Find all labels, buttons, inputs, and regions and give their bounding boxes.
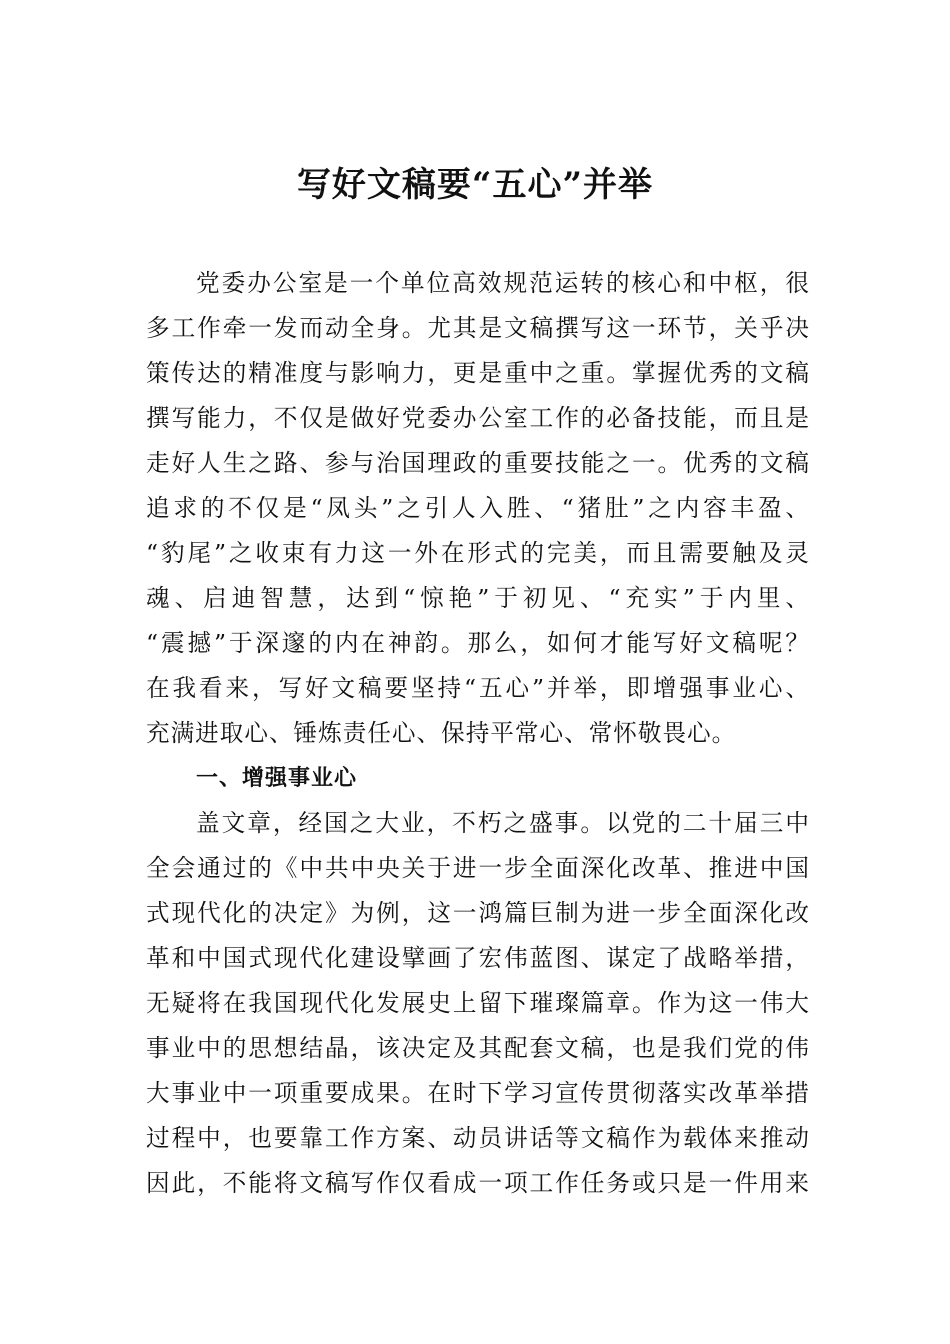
text-line: 在我看来，写好文稿要坚持“五心”并举，即增强事业心、 (146, 674, 810, 702)
text-line: “震撼”于深邃的内在神韵。那么，如何才能写好文稿呢？ (146, 629, 810, 657)
text-line: “豹尾”之收束有力这一外在形式的完美，而且需要触及灵 (146, 539, 810, 567)
document-body (146, 261, 810, 1206)
text-line: 多工作牵一发而动全身。尤其是文稿撰写这一环节，关乎决 (146, 314, 810, 342)
text-line: 革和中国式现代化建设擘画了宏伟蓝图、谋定了战略举措， (146, 944, 810, 972)
text-line: 走好人生之路、参与治国理政的重要技能之一。优秀的文稿 (146, 449, 810, 477)
section-heading: 一、增强事业心 (196, 766, 358, 791)
intro-paragraph (146, 261, 810, 756)
text-line: 党委办公室是一个单位高效规范运转的核心和中枢，很 (196, 269, 810, 297)
text-line: 大事业中一项重要成果。在时下学习宣传贯彻落实改革举措 (146, 1079, 810, 1107)
text-line: 过程中，也要靠工作方案、动员讲话等文稿作为载体来推动 (146, 1124, 810, 1152)
text-line: 因此，不能将文稿写作仅看成一项工作任务或只是一件用来 (146, 1169, 810, 1197)
text-line: 事业中的思想结晶，该决定及其配套文稿，也是我们党的伟 (146, 1034, 810, 1062)
text-line: 全会通过的《中共中央关于进一步全面深化改革、推进中国 (146, 854, 810, 882)
text-line: 盖文章，经国之大业，不朽之盛事。以党的二十届三中 (196, 809, 810, 837)
text-line: 充满进取心、锤炼责任心、保持平常心、常怀敬畏心。 (146, 719, 737, 747)
text-line: 无疑将在我国现代化发展史上留下璀璨篇章。作为这一伟大 (146, 989, 810, 1017)
section-paragraph (146, 801, 810, 1206)
document-title: 写好文稿要“五心”并举 (296, 165, 654, 205)
text-line: 撰写能力，不仅是做好党委办公室工作的必备技能，而且是 (146, 404, 810, 432)
text-line: 魂、启迪智慧，达到“惊艳”于初见、“充实”于内里、 (146, 584, 810, 612)
text-line: 策传达的精准度与影响力，更是重中之重。掌握优秀的文稿 (146, 359, 810, 387)
text-line: 式现代化的决定》为例，这一鸿篇巨制为进一步全面深化改 (146, 899, 810, 927)
text-line: 追求的不仅是“凤头”之引人入胜、“猪肚”之内容丰盈、 (146, 494, 810, 522)
